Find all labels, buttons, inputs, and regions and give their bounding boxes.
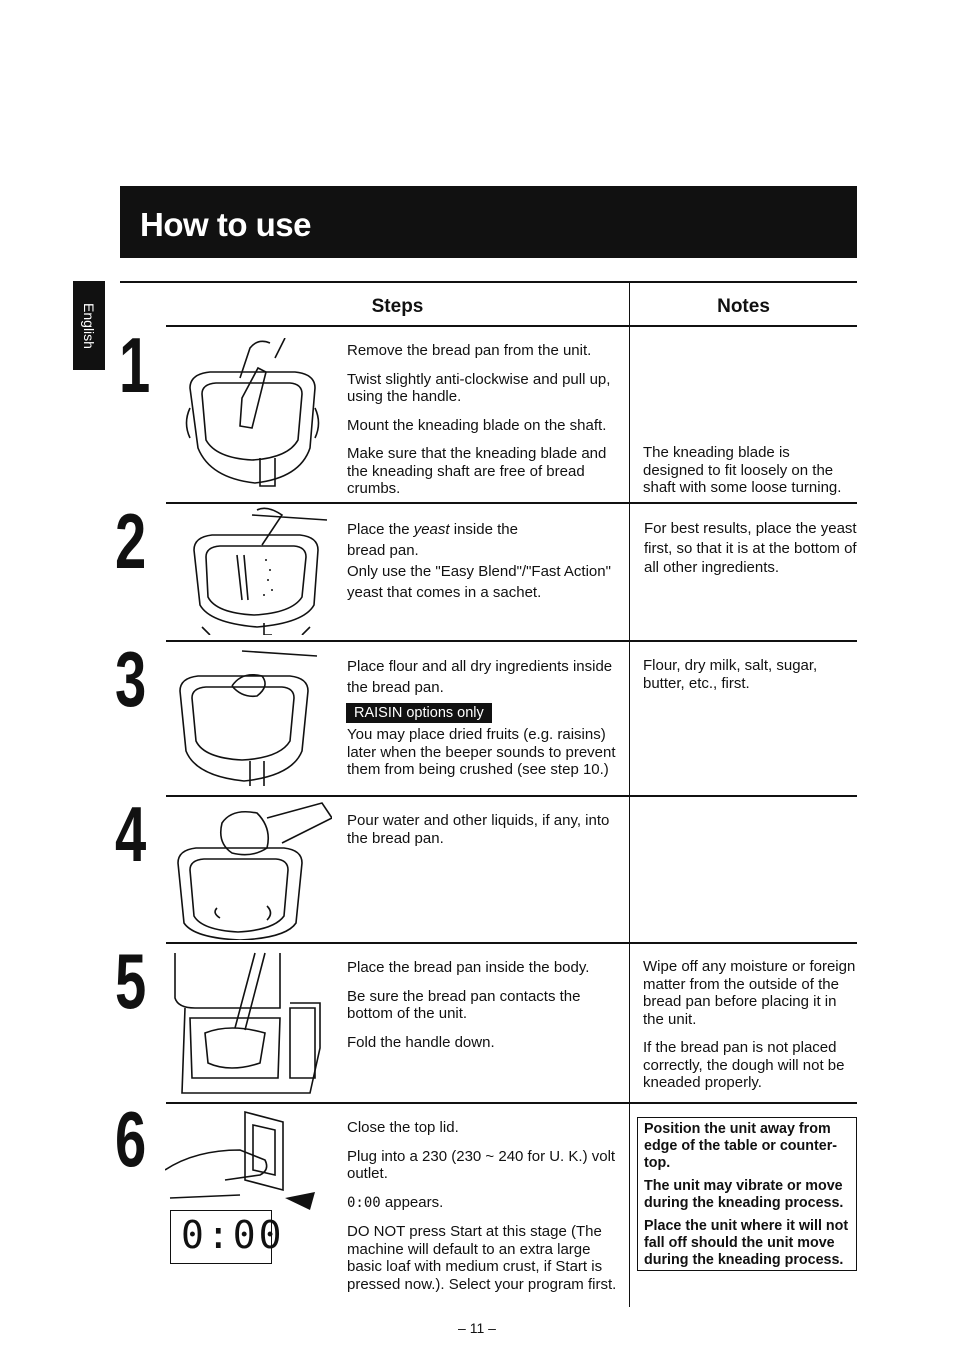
step-1-text: Remove the bread pan from the unit. Twist slightly anti-clockwise and pull up, using the handle. Mount the kneading blade on the shaft. Make sure that the kneading blade and the kneading shaft are free of bread crumbs. (347, 342, 611, 497)
title-banner (120, 186, 857, 258)
table-top-rule (120, 281, 857, 283)
row-rule (166, 325, 857, 327)
step-2-notes: For best results, place the yeast first, so that it is at the bottom of all other ingredients. (644, 520, 857, 576)
step-4-text: Pour water and other liquids, if any, into the bread pan. (347, 812, 610, 847)
row-rule (166, 942, 857, 944)
pan-in-body-illustration (170, 948, 325, 1100)
step-2-text: Place the yeast inside the bread pan. Only use the "Easy Blend"/"Fast Action" yeast that comes in a sachet. (347, 521, 611, 601)
step-3-notes: Flour, dry milk, salt, sugar, butter, etc., first. (643, 657, 818, 692)
step-number: 2 (115, 497, 147, 585)
lcd-display-value: 0:00 (181, 1213, 285, 1257)
raisin-options-badge: RAISIN options only (346, 703, 492, 723)
step-number: 3 (115, 635, 147, 723)
step-number: 4 (115, 790, 147, 878)
yeast-pouring-illustration (182, 505, 330, 635)
step-5-text: Place the bread pan inside the body. Be sure the bread pan contacts the bottom of the unit. Fold the handle down. (347, 959, 590, 1051)
page-number: – 11 – (458, 1320, 496, 1336)
step-1-notes: The kneading blade is designed to fit loosely on the shaft with some loose turning. (643, 444, 842, 496)
lcd-display (170, 1210, 285, 1264)
step-6-text: Close the top lid. Plug into a 230 (230 ~ 240 for U. K.) volt outlet. 0:00 appears. DO NOT press Start at this stage (The machine will default to an extra large basic loaf with medium crust, if Start is pressed now.). Select your program first. (347, 1119, 617, 1293)
row-rule (166, 640, 857, 642)
step-number: 5 (115, 937, 147, 1025)
step-number: 6 (115, 1095, 147, 1183)
language-label: English (81, 302, 97, 349)
row-rule (166, 1102, 857, 1104)
row-rule (166, 502, 857, 504)
notes-column-header: Notes (717, 296, 770, 317)
display-small: 0:00 (347, 1194, 381, 1211)
warning-box: Position the unit away from edge of the table or counter-top. The unit may vibrate or move during the kneading process. Place the unit where it will not fall off should the unit move during the kneading process. (637, 1117, 857, 1271)
row-rule (166, 795, 857, 797)
language-tab (73, 281, 105, 370)
step-3-text: Place flour and all dry ingredients inside the bread pan. (347, 658, 613, 696)
plug-outlet-illustration (165, 1110, 320, 1210)
bread-pan-blade-illustration (180, 338, 325, 490)
steps-column-header: Steps (371, 296, 424, 317)
water-pouring-illustration (172, 798, 332, 940)
flour-pouring-illustration (172, 646, 320, 786)
step-5-notes: Wipe off any moisture or foreign matter from the outside of the bread pan before placing it in the unit. If the bread pan is not placed correctly, the dough will not be kneaded properly. (643, 958, 856, 1091)
step-3-text-after: You may place dried fruits (e.g. raisins) later when the beeper sounds to prevent them from being crushed (see step 10.) (347, 726, 616, 778)
page-title: How to use (140, 206, 312, 243)
arrow-icon (285, 1192, 315, 1210)
step-number: 1 (119, 321, 151, 409)
